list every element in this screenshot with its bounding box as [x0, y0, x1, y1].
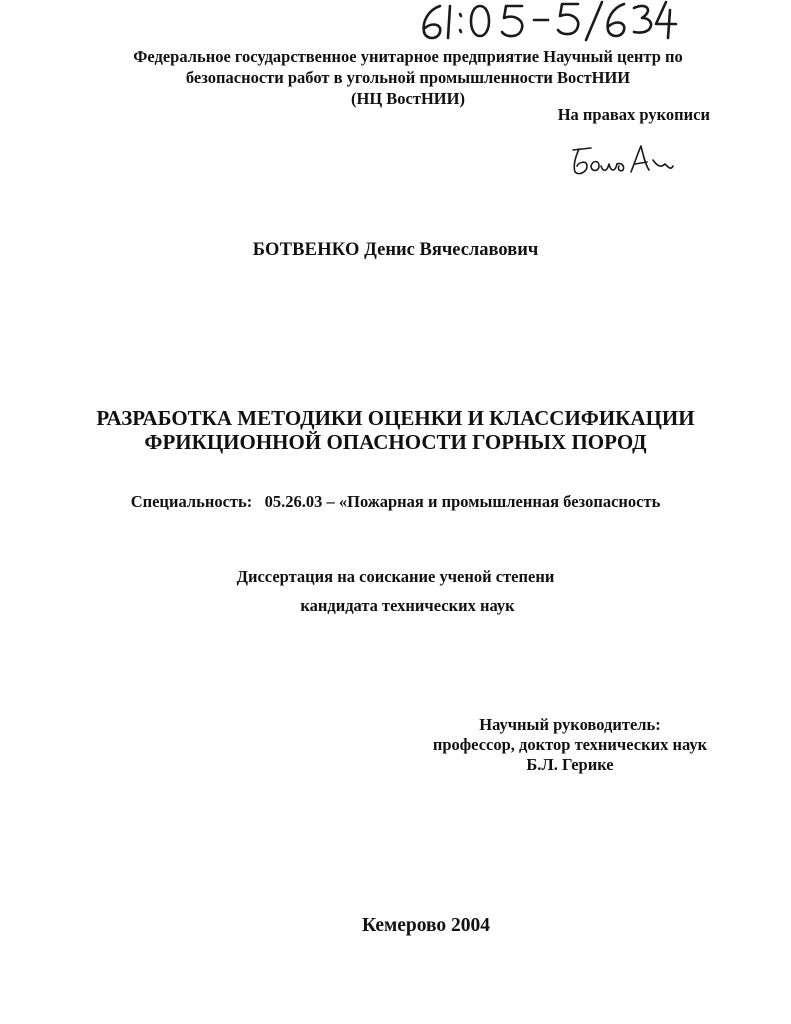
specialty-code: 05.26.03 [264, 492, 323, 511]
thesis-title [40, 406, 751, 454]
thesis-title-line-1: РАЗРАБОТКА МЕТОДИКИ ОЦЕНКИ И КЛАССИФИКАЦИИ [96, 406, 695, 430]
supervisor-name: Б.Л. Герике [526, 755, 614, 774]
handwritten-archive-code [410, 0, 680, 44]
manuscript-note: На правах рукописи [557, 105, 710, 124]
specialty-name: – «Пожарная и промышленная безопасность [326, 492, 661, 511]
city-year: Кемерово 2004 [361, 915, 491, 936]
supervisor-block [380, 715, 760, 775]
thesis-title-line-2: ФРИКЦИОННОЙ ОПАСНОСТИ ГОРНЫХ ПОРОД [144, 430, 647, 454]
author-given-names: Денис Вячеславович [364, 240, 539, 260]
organization-line-3: (НЦ ВостНИИ) [351, 89, 465, 108]
handwritten-signature [565, 142, 675, 184]
supervisor-credentials: профессор, доктор технических наук [432, 735, 708, 754]
author-name [0, 240, 791, 261]
organization-line-1: Федеральное государственное унитарное предприятие Научный центр по [133, 47, 683, 66]
organization-line-2: безопасности работ в угольной промышленности ВостНИИ [185, 68, 631, 87]
degree-line-2: кандидата технических наук [300, 596, 515, 615]
supervisor-heading: Научный руководитель: [479, 715, 661, 734]
specialty-line [0, 492, 791, 512]
degree-line-1: Диссертация на соискание ученой степени [236, 567, 555, 586]
organization-block [80, 46, 736, 109]
specialty-label: Специальность: [130, 492, 253, 511]
author-surname: БОТВЕНКО [252, 240, 360, 260]
